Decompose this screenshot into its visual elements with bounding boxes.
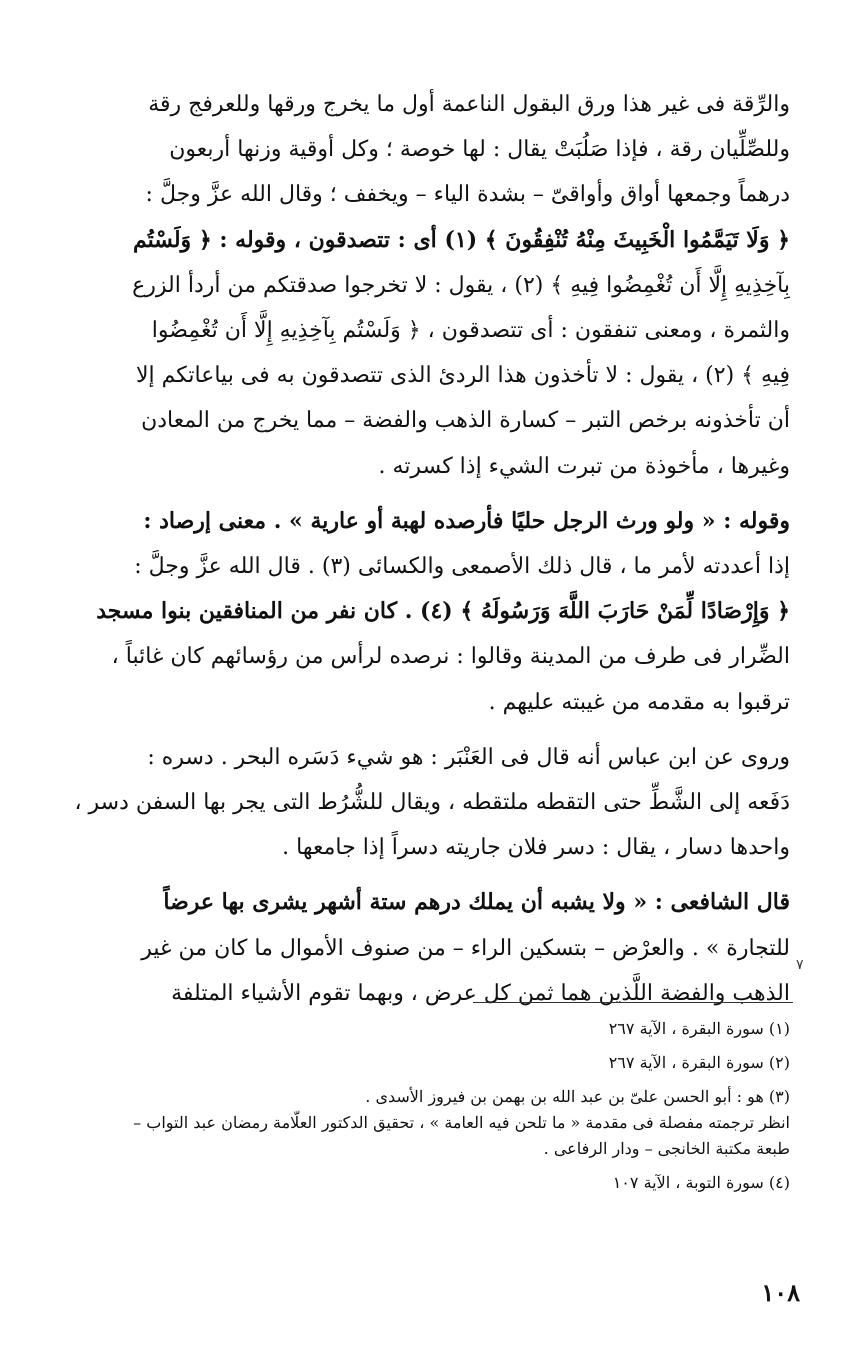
paragraph-3 [74,735,790,871]
page-number: ١٠٨ [761,1278,800,1307]
text-line: الضِّرار فى طرف من المدينة وقالوا : نرصده لرأس من رؤسائهم كان غائباً ، [111,644,790,670]
text-line: درهماً وجمعها أواق وأواقىّ – بشدة الياء – ويخفف ؛ وقال الله عزَّ وجلَّ : [145,182,790,208]
text-line: وللصِّلِّيان رقة ، فإذا صَلُبَتْ يقال : لها خوصة ؛ وكل أوقية وزنها أربعون [169,137,790,163]
quoted-text-line: قال الشافعى : « ولا يشبه أن يملك درهم ستة أشهر يشرى بها عرضاً [163,889,790,916]
footnote-3-continued: انظر ترجمته مفصلة فى مقدمة « ما تلحن فيه العامة » ، تحقيق الدكتور العلّامة رمضان عبد التواب – [133,1113,790,1132]
text-line: والرِّقة فى غير هذا ورق البقول الناعمة أول ما يخرج ورقها وللعرفج رقة [148,92,790,117]
footnote-4: (٤) سورة التوبة ، الآية ١٠٧ [612,1173,790,1192]
margin-mark: ٧ [796,957,804,973]
text-line: أن تأخذونه برخص التبر – كسارة الذهب والفضة – مما يخرج من المعادن [141,408,790,434]
text-line: ترقبوا به مقدمه من غيبته عليهم . [488,689,790,715]
text-line: إذا أعددته لأمر ما ، قال ذلك الأصمعى والكسائى (٣) . قال الله عزَّ وجلَّ : [134,554,790,580]
paragraph-2 [74,499,790,725]
text-line: واحدها دسار ، يقال : دسر فلان جاريته دسراً إذا جامعها . [282,835,790,861]
paragraph-4 [74,880,790,1016]
text-line: بِآخِذِيهِ إِلَّا أَن تُغْمِضُوا فِيهِ ﴾ (٢) ، يقول : لا تخرجوا صدقتكم من أردأ الزرع [132,272,790,298]
main-text [74,82,790,1026]
quran-verse-line: ﴿ وَلَا تَيَمَّمُوا الْخَبِيثَ مِنْهُ تُنْفِقُونَ ﴾ (١) أى : تتصدقون ، وقوله : ﴿ وَلَسْتُم [132,226,790,253]
footnote-1: (١) سورة البقرة ، الآية ٢٦٧ [608,1019,790,1038]
footnote-separator [473,1002,793,1003]
paragraph-1 [74,82,790,489]
text-line: الذهب والفضة اللَّذين هما ثمن كل عرض ، وبهما تقوم الأشياء المتلفة [171,980,790,1006]
text-line: للتجارة » . والعرْض – بتسكين الراء – من صنوف الأموال ما كان من غير [141,935,790,961]
text-line: وروى عن ابن عباس أنه قال فى العَنْبَر : هو شيء دَسَره البحر . دسره : [147,744,790,770]
quran-verse-line: ﴿ وَإِرْصَادًا لِّمَنْ حَارَبَ اللَّهَ وَرَسُولَهُ ﴾ (٤) . كان نفر من المنافقين بنوا مسجد [96,598,790,625]
footnote-3-continued: طبعة مكتبة الخانجى – ودار الرفاعى . [543,1139,790,1158]
text-line: وغيرها ، مأخوذة من تبرت الشيء إذا كسرته . [378,453,790,479]
footnotes [74,1016,790,1204]
text-line: دَفَعه إلى الشَّطِّ حتى التقطه ملتقطه ، ويقال للشُّرُط التى يجر بها السفن دسر ، [74,790,790,816]
text-line: فِيهِ ﴾ (٢) ، يقول : لا تأخذون هذا الردئ الذى تتصدقون به فى بياعاتكم إلا [135,363,790,389]
quoted-text-line: وقوله : « ولو ورث الرجل حليًا فأرصده لهبة أو عارية » . معنى إرصاد : [143,507,790,534]
footnote-2: (٢) سورة البقرة ، الآية ٢٦٧ [608,1053,790,1072]
text-line: والثمرة ، ومعنى تنفقون : أى تتصدقون ، ﴿ وَلَسْتُم بِآخِذِيهِ إِلَّا أَن تُغْمِضُوا [151,318,790,344]
footnote-3: (٣) هو : أبو الحسن علىّ بن عبد الله بن بهمن بن فيروز الأسدى . [365,1087,790,1106]
